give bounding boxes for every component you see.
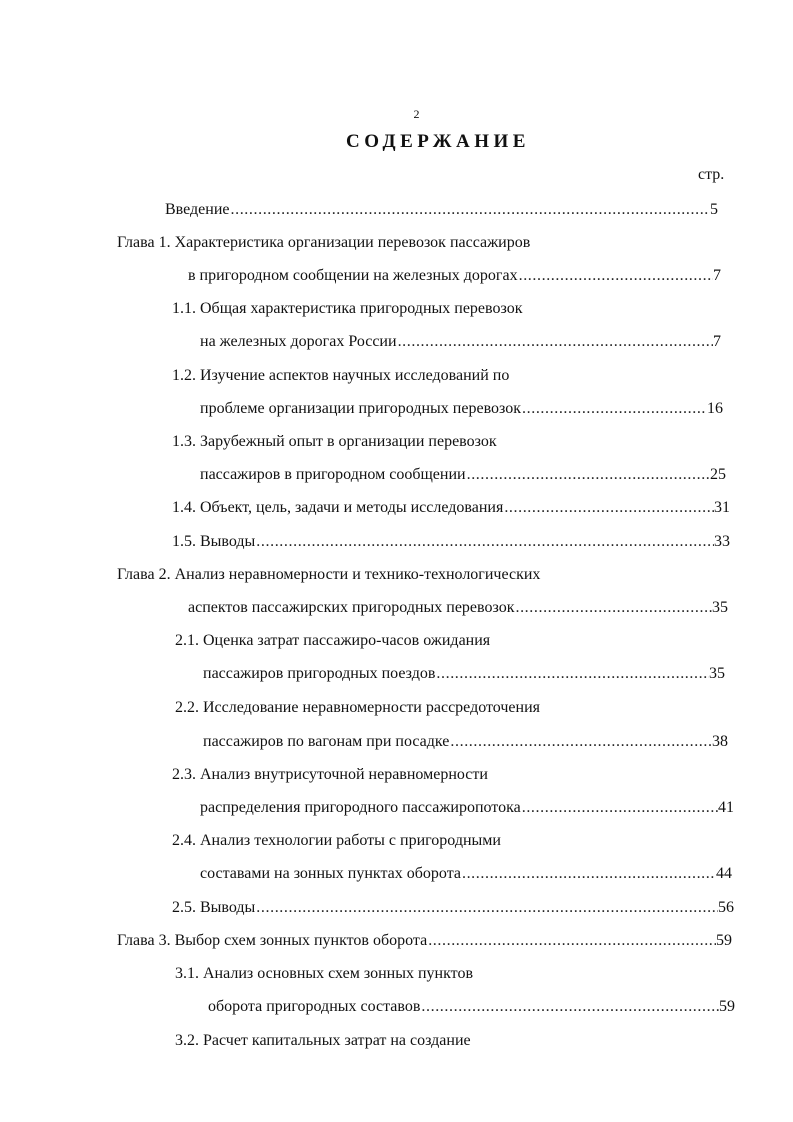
toc-entry <box>172 298 522 320</box>
toc-entry-page: 59 <box>719 998 735 1015</box>
toc-entry <box>172 365 509 387</box>
toc-entry-text: проблеме организации пригородных перевозок <box>200 400 522 417</box>
toc-entry <box>172 431 497 453</box>
toc-entry <box>208 996 735 1018</box>
toc-entry-page: 59 <box>716 932 732 949</box>
leader-dots <box>514 597 712 619</box>
leader-dots <box>435 663 709 685</box>
leader-dots <box>521 797 718 819</box>
toc-entry-text: 2.2. Исследование неравномерности рассредоточения <box>175 699 540 716</box>
toc-entry-page: 5 <box>710 201 718 218</box>
toc-entry-page: 35 <box>712 599 728 616</box>
toc-entry-text: аспектов пассажирских пригородных перевозок <box>188 599 515 616</box>
toc-entry-text: 1.2. Изучение аспектов научных исследований по <box>172 367 510 384</box>
toc-entry-page: 7 <box>713 333 721 350</box>
toc-entry <box>200 797 734 819</box>
toc-entry-text: распределения пригородного пассажиропотока <box>200 799 521 816</box>
toc-entry-text: пассажиров в пригородном сообщении <box>200 466 466 483</box>
toc-entry <box>172 531 730 553</box>
toc-entry <box>175 630 490 652</box>
leader-dots <box>255 531 714 553</box>
toc-entry-text: 2.5. Выводы <box>172 899 256 916</box>
toc-entry-text: Глава 2. Анализ неравномерности и технико-технологических <box>117 566 541 583</box>
toc-entry <box>172 897 734 919</box>
toc-entry <box>200 398 723 420</box>
toc-entry <box>117 232 530 254</box>
toc-entry <box>175 963 473 985</box>
toc-entry <box>117 930 732 952</box>
leader-dots <box>230 199 711 221</box>
toc-entry-text: на железных дорогах России <box>200 333 397 350</box>
toc-entry-page: 25 <box>710 466 726 483</box>
toc-entry-text: 1.4. Объект, цель, задачи и методы исследования <box>172 499 504 516</box>
toc-entry-page: 33 <box>714 533 730 550</box>
toc-entry-text: Глава 1. Характеристика организации перевозок пассажиров <box>117 234 531 251</box>
page-column-label: стр. <box>698 166 725 183</box>
toc-entry <box>175 697 540 719</box>
toc-entry-page: 16 <box>707 400 723 417</box>
toc-entry <box>200 863 732 885</box>
leader-dots <box>420 996 719 1018</box>
toc-entry-text: 1.1. Общая характеристика пригородных перевозок <box>172 300 523 317</box>
toc-entry-text: 2.3. Анализ внутрисуточной неравномерности <box>172 766 488 783</box>
toc-entry <box>175 1030 471 1052</box>
toc-entry <box>172 830 501 852</box>
toc-entry-text: пассажиров по вагонам при посадке <box>203 733 450 750</box>
toc-entry-page: 41 <box>718 799 734 816</box>
leader-dots <box>397 331 713 353</box>
toc-entry <box>200 331 721 353</box>
toc-entry-text: 3.1. Анализ основных схем зонных пунктов <box>175 965 473 982</box>
page-number: 2 <box>413 107 420 121</box>
toc-entry-text: 2.4. Анализ технологии работы с пригородными <box>172 832 501 849</box>
toc-entry <box>165 199 718 221</box>
toc-entry-text: оборота пригородных составов <box>208 998 421 1015</box>
toc-entry-text: в пригородном сообщении на железных дорогах <box>188 267 518 284</box>
leader-dots <box>466 464 710 486</box>
toc-entry-text: пассажиров пригородных поездов <box>203 665 436 682</box>
leader-dots <box>449 731 712 753</box>
toc-entry <box>203 663 725 685</box>
toc-entry-page: 31 <box>714 499 730 516</box>
leader-dots <box>427 930 716 952</box>
toc-entry-text: 3.2. Расчет капитальных затрат на создание <box>175 1032 471 1049</box>
toc-entry-text: составами на зонных пунктах оборота <box>200 865 461 882</box>
leader-dots <box>518 265 713 287</box>
toc-entry <box>172 497 730 519</box>
leader-dots <box>255 897 718 919</box>
toc-entry-text: 2.1. Оценка затрат пассажиро-часов ожидания <box>175 632 491 649</box>
leader-dots <box>521 398 707 420</box>
toc-entry <box>188 265 721 287</box>
toc-entry <box>117 564 540 586</box>
toc-entry <box>203 731 728 753</box>
toc-entry-page: 7 <box>713 267 721 284</box>
toc-entry <box>172 764 488 786</box>
leader-dots <box>503 497 714 519</box>
toc-entry-text: Глава 3. Выбор схем зонных пунктов оборота <box>117 932 428 949</box>
page-title: СОДЕРЖАНИЕ <box>346 131 530 152</box>
toc-entry-page: 35 <box>709 665 725 682</box>
toc-entry <box>200 464 726 486</box>
toc-entry-page: 38 <box>712 733 728 750</box>
toc-entry-text: 1.3. Зарубежный опыт в организации перевозок <box>172 433 497 450</box>
toc-entry-page: 44 <box>716 865 732 882</box>
toc-entry <box>188 597 728 619</box>
toc-entry-text: 1.5. Выводы <box>172 533 256 550</box>
leader-dots <box>461 863 716 885</box>
toc-entry-page: 56 <box>718 899 734 916</box>
toc-entry-text: Введение <box>165 201 230 218</box>
